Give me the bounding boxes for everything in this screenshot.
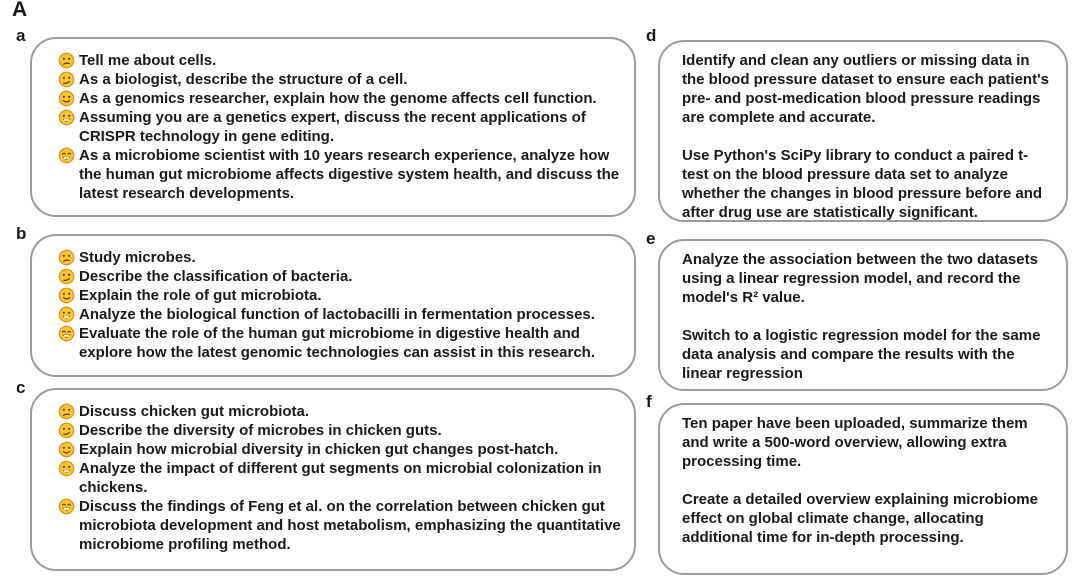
prompt-list-c bbox=[32, 390, 634, 554]
panel-a-label: a bbox=[16, 26, 26, 45]
prompt-text: As a biologist, describe the structure of a cell. bbox=[79, 71, 408, 88]
prompt-text: Describe the diversity of microbes in chicken guts. bbox=[79, 422, 442, 439]
prompt-text: Analyze the impact of different gut segments on microbial colonization in chickens. bbox=[79, 460, 602, 496]
prompt-paragraphs-e bbox=[660, 241, 1066, 383]
prompt-item bbox=[58, 402, 624, 421]
prompt-item bbox=[58, 89, 624, 108]
smirking-face-icon bbox=[58, 267, 75, 286]
prompt-item bbox=[58, 248, 624, 267]
prompt-box-c bbox=[30, 388, 636, 571]
prompt-text: Assuming you are a genetics expert, discuss the recent applications of CRISPR technology in gene editing. bbox=[79, 109, 586, 145]
paragraph-text: Analyze the association between the two datasets using a linear regression model, and record the model's R² value. bbox=[682, 251, 1038, 306]
prompt-text: Discuss the findings of Feng et al. on the correlation between chicken gut microbiota development and host metabolism, emphasizing the quantitative microbiome profiling method. bbox=[79, 498, 621, 553]
paragraph-text: Ten paper have been uploaded, summarize them and write a 500-word overview, allowing extra processing time. bbox=[682, 415, 1028, 470]
prompt-item bbox=[58, 305, 624, 324]
beaming-face-icon bbox=[58, 146, 75, 165]
beaming-face-icon bbox=[58, 324, 75, 343]
prompt-item bbox=[58, 421, 624, 440]
prompt-list-a bbox=[32, 39, 634, 203]
prompt-text: Tell me about cells. bbox=[79, 52, 217, 69]
paragraph-text: Switch to a logistic regression model for the same data analysis and compare the results with the linear regression bbox=[682, 327, 1041, 382]
prompt-item bbox=[58, 267, 624, 286]
grinning-face-icon bbox=[58, 108, 75, 127]
prompt-text: Explain the role of gut microbiota. bbox=[79, 287, 322, 304]
prompt-text: Analyze the biological function of lactobacilli in fermentation processes. bbox=[79, 306, 595, 323]
slightly-smiling-face-icon bbox=[58, 286, 75, 305]
prompt-text: Evaluate the role of the human gut microbiome in digestive health and explore how the latest genomic technologies can assist in this research. bbox=[79, 325, 595, 361]
prompt-paragraphs-f bbox=[660, 405, 1066, 547]
panel-c-label: c bbox=[16, 378, 26, 397]
prompt-item bbox=[58, 146, 624, 203]
prompt-item bbox=[58, 459, 624, 497]
beaming-face-icon bbox=[58, 497, 75, 516]
paragraph-text: Create a detailed overview explaining microbiome effect on global climate change, allocating additional time for in-depth processing. bbox=[682, 491, 1038, 546]
prompt-text: As a genomics researcher, explain how the genome affects cell function. bbox=[79, 90, 597, 107]
prompt-text: Describe the classification of bacteria. bbox=[79, 268, 353, 285]
prompt-text: Explain how microbial diversity in chicken gut changes post-hatch. bbox=[79, 441, 559, 458]
panel-f-label: f bbox=[646, 392, 652, 411]
paragraph-text: Use Python's SciPy library to conduct a paired t-test on the blood pressure data set to analyze whether the changes in blood pressure before and after drug use are statistically significant. bbox=[682, 147, 1043, 221]
confused-face-icon bbox=[58, 51, 75, 70]
confused-face-icon bbox=[58, 248, 75, 267]
prompt-item bbox=[58, 70, 624, 89]
prompt-item bbox=[58, 440, 624, 459]
panel-d-label: d bbox=[646, 26, 657, 45]
figure-label: A bbox=[12, 0, 28, 21]
slightly-smiling-face-icon bbox=[58, 440, 75, 459]
grinning-face-icon bbox=[58, 305, 75, 324]
panel-b-label: b bbox=[16, 224, 27, 243]
prompt-item bbox=[58, 286, 624, 305]
prompt-box-d bbox=[658, 40, 1068, 222]
prompt-text: Discuss chicken gut microbiota. bbox=[79, 403, 310, 420]
grinning-face-icon bbox=[58, 459, 75, 478]
prompt-list-b bbox=[32, 236, 634, 362]
prompt-item bbox=[58, 497, 624, 554]
prompt-box-b bbox=[30, 234, 636, 377]
smirking-face-icon bbox=[58, 70, 75, 89]
confused-face-icon bbox=[58, 402, 75, 421]
panel-e-label: e bbox=[646, 229, 656, 248]
prompt-item bbox=[58, 108, 624, 146]
slightly-smiling-face-icon bbox=[58, 89, 75, 108]
prompt-text: Study microbes. bbox=[79, 249, 196, 266]
prompt-box-a bbox=[30, 37, 636, 217]
prompt-paragraphs-d bbox=[660, 42, 1066, 222]
smirking-face-icon bbox=[58, 421, 75, 440]
prompt-item bbox=[58, 324, 624, 362]
prompt-box-f bbox=[658, 403, 1068, 575]
paragraph-text: Identify and clean any outliers or missing data in the blood pressure dataset to ensure each patient's pre- and post-medication blood pressure readings are complete and accurate. bbox=[682, 52, 1049, 126]
prompt-text: As a microbiome scientist with 10 years research experience, analyze how the human gut microbiome affects digestive system health, and discuss the latest research developments. bbox=[79, 147, 620, 202]
prompt-box-e bbox=[658, 239, 1068, 391]
prompt-item bbox=[58, 51, 624, 70]
